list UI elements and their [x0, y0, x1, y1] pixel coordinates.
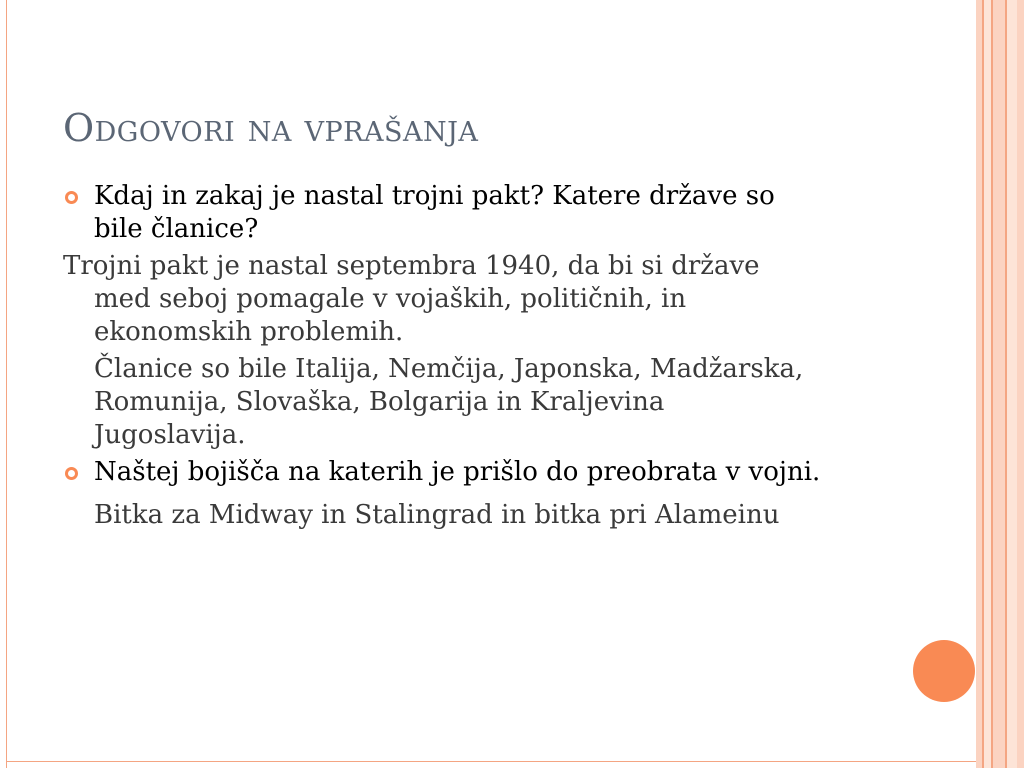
question-text: Naštej bojišča na katerih je prišlo do preobrata v vojni. [94, 457, 821, 487]
answer-text: Trojni pakt je nastal septembra 1940, da bi si države med seboj pomagale v vojaških, političnih, in ekonomskih problemih. [63, 251, 760, 347]
slide-title: Odgovori na vprašanja [63, 106, 479, 150]
question-text: Kdaj in zakaj je nastal trojni pakt? Katere države so bile članice? [94, 181, 775, 244]
question-1 [63, 180, 823, 246]
answer-1 [63, 250, 823, 349]
answer-1-members [63, 353, 823, 452]
bullet-ring-icon [65, 191, 78, 204]
answer-2 [63, 499, 823, 532]
bullet-ring-icon [65, 467, 78, 480]
decorative-stripe [1007, 0, 1017, 768]
answer-text: Bitka za Midway in Stalingrad in bitka pri Alameinu [94, 500, 780, 530]
decorative-stripe [1017, 0, 1024, 768]
slide-content [63, 180, 823, 532]
decorative-stripe [984, 0, 991, 768]
decorative-circle-icon [913, 640, 975, 702]
decorative-stripe [993, 0, 1005, 768]
frame-bottom-line [6, 761, 976, 762]
question-2 [63, 456, 823, 489]
answer-text: Članice so bile Italija, Nemčija, Japonska, Madžarska, Romunija, Slovaška, Bolgarija in Kraljevina Jugoslavija. [94, 354, 804, 450]
frame-left-line [6, 0, 7, 768]
